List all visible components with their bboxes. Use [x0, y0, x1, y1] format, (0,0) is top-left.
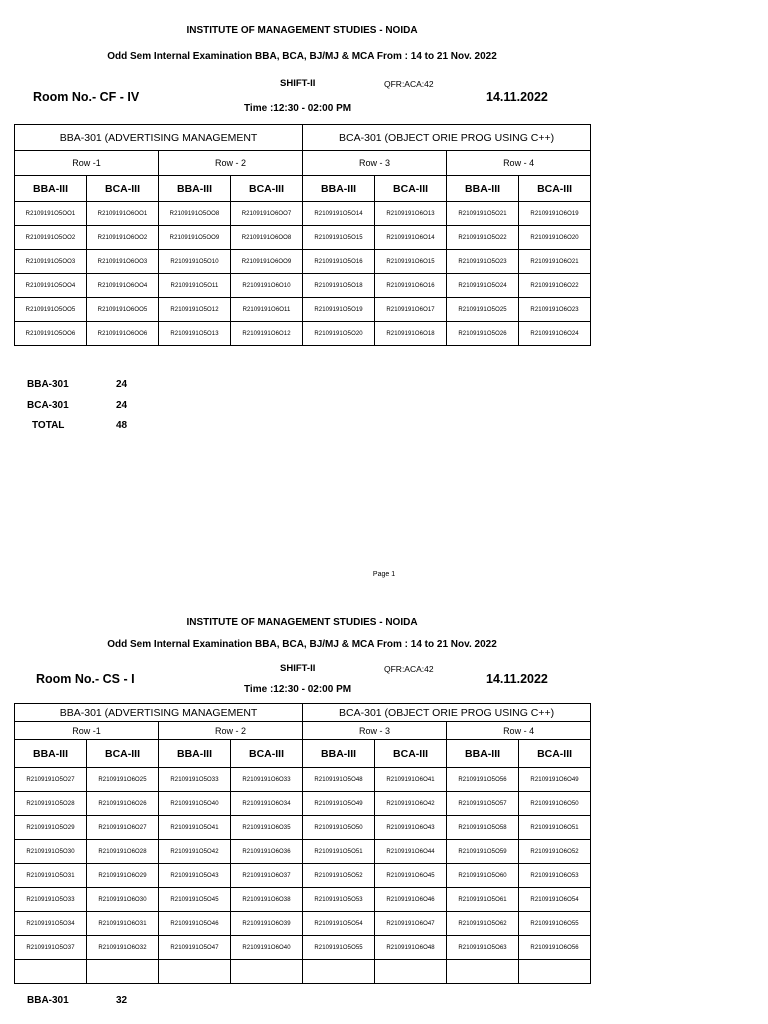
- column-header: BBA-III: [159, 176, 231, 202]
- table-row: [15, 840, 591, 864]
- roll-number-cell: R2109191O5O55: [303, 936, 375, 960]
- roll-number-cell: R2109191O6O39: [231, 912, 303, 936]
- roll-number-cell: R2109191O5OO6: [15, 322, 87, 346]
- table-row: [15, 792, 591, 816]
- column-header: BCA-III: [375, 740, 447, 768]
- roll-number-cell: R2109191O6O42: [375, 792, 447, 816]
- column-header: BBA-III: [303, 176, 375, 202]
- roll-number-cell: R2109191O6O41: [375, 768, 447, 792]
- summary-value: 32: [116, 995, 128, 1006]
- roll-number-cell: R2109191O6O52: [519, 840, 591, 864]
- roll-number-cell: [159, 960, 231, 984]
- roll-number-cell: R2109191O6O51: [519, 816, 591, 840]
- column-header: BCA-III: [231, 176, 303, 202]
- roll-number-cell: R2109191O5O34: [15, 912, 87, 936]
- page-number: Page 1: [372, 571, 396, 578]
- table-row: [15, 768, 591, 792]
- table-row: [15, 816, 591, 840]
- column-header: BCA-III: [519, 740, 591, 768]
- roll-number-cell: R2109191O5OO3: [15, 250, 87, 274]
- roll-number-cell: R2109191O6OO6: [87, 322, 159, 346]
- roll-number-cell: R2109191O5O60: [447, 864, 519, 888]
- roll-number-cell: R2109191O6OO9: [231, 250, 303, 274]
- table-row: [15, 864, 591, 888]
- room-number: Room No.- CF - IV: [33, 90, 140, 104]
- table-row: [15, 960, 591, 984]
- roll-number-cell: R2109191O5O26: [447, 322, 519, 346]
- subject-left-header: BBA-301 (ADVERTISING MANAGEMENT: [15, 704, 303, 722]
- qfr-code: QFR:ACA:42: [384, 79, 434, 89]
- roll-number-cell: R2109191O5O29: [15, 816, 87, 840]
- subject-right-header: BCA-301 (OBJECT ORIE PROG USING C++): [303, 125, 591, 151]
- roll-number-cell: R2109191O6O53: [519, 864, 591, 888]
- roll-number-cell: R2109191O5OO1: [15, 202, 87, 226]
- row-label: Row -1: [15, 151, 159, 176]
- exam-time: Time :12:30 - 02:00 PM: [244, 684, 352, 695]
- roll-number-cell: R2109191O6O14: [375, 226, 447, 250]
- roll-number-cell: R2109191O5O10: [159, 250, 231, 274]
- roll-number-cell: R2109191O6O45: [375, 864, 447, 888]
- seating-table: [14, 124, 591, 346]
- row-label: Row - 2: [159, 722, 303, 740]
- institute-title: INSTITUTE OF MANAGEMENT STUDIES - NOIDA: [186, 617, 418, 628]
- roll-number-cell: R2109191O5O14: [303, 202, 375, 226]
- roll-number-cell: R2109191O6O35: [231, 816, 303, 840]
- roll-number-cell: R2109191O5O23: [447, 250, 519, 274]
- roll-number-cell: R2109191O6O18: [375, 322, 447, 346]
- exam-title: Odd Sem Internal Examination BBA, BCA, BJ/MJ & MCA From : 14 to 21 Nov. 2022: [107, 51, 497, 62]
- roll-number-cell: R2109191O6O29: [87, 864, 159, 888]
- column-header: BBA-III: [447, 740, 519, 768]
- room-number: Room No.- CS - I: [36, 672, 135, 686]
- roll-number-cell: R2109191O6OO5: [87, 298, 159, 322]
- roll-number-cell: R2109191O6O40: [231, 936, 303, 960]
- roll-number-cell: R2109191O6O34: [231, 792, 303, 816]
- roll-number-cell: R2109191O5O57: [447, 792, 519, 816]
- roll-number-cell: R2109191O5O21: [447, 202, 519, 226]
- roll-number-cell: R2109191O5OO8: [159, 202, 231, 226]
- table-row: [15, 298, 591, 322]
- roll-number-cell: R2109191O5O59: [447, 840, 519, 864]
- roll-number-cell: R2109191O5O49: [303, 792, 375, 816]
- roll-number-cell: R2109191O5O41: [159, 816, 231, 840]
- column-header: BCA-III: [375, 176, 447, 202]
- roll-number-cell: R2109191O5O18: [303, 274, 375, 298]
- summary-label: BCA-301: [27, 400, 69, 411]
- qfr-code: QFR:ACA:42: [384, 664, 434, 674]
- roll-number-cell: R2109191O6O27: [87, 816, 159, 840]
- roll-number-cell: R2109191O6OO7: [231, 202, 303, 226]
- roll-number-cell: [87, 960, 159, 984]
- roll-number-cell: R2109191O5OO9: [159, 226, 231, 250]
- roll-number-cell: R2109191O6O25: [87, 768, 159, 792]
- roll-number-cell: R2109191O6O28: [87, 840, 159, 864]
- row-label: Row -1: [15, 722, 159, 740]
- roll-number-rows: [15, 202, 591, 346]
- column-header: BCA-III: [87, 176, 159, 202]
- roll-number-cell: R2109191O6O13: [375, 202, 447, 226]
- shift-label: SHIFT-II: [280, 663, 316, 674]
- roll-number-cell: R2109191O5O15: [303, 226, 375, 250]
- roll-number-cell: R2109191O6O21: [519, 250, 591, 274]
- roll-number-cell: R2109191O6O26: [87, 792, 159, 816]
- roll-number-cell: R2109191O5O31: [15, 864, 87, 888]
- roll-number-cell: R2109191O6O37: [231, 864, 303, 888]
- roll-number-cell: [447, 960, 519, 984]
- row-label: Row - 3: [303, 722, 447, 740]
- roll-number-cell: R2109191O6OO3: [87, 250, 159, 274]
- roll-number-cell: R2109191O5O61: [447, 888, 519, 912]
- roll-number-cell: R2109191O5O27: [15, 768, 87, 792]
- summary-value: 24: [116, 379, 128, 390]
- roll-number-cell: R2109191O5O33: [159, 768, 231, 792]
- table-row: [15, 888, 591, 912]
- roll-number-cell: R2109191O5O54: [303, 912, 375, 936]
- table-row: [15, 250, 591, 274]
- table-row: [15, 274, 591, 298]
- roll-number-cell: [375, 960, 447, 984]
- subject-right-header: BCA-301 (OBJECT ORIE PROG USING C++): [303, 704, 591, 722]
- roll-number-cell: R2109191O6O47: [375, 912, 447, 936]
- row-label: Row - 3: [303, 151, 447, 176]
- table-row: [15, 202, 591, 226]
- institute-title: INSTITUTE OF MANAGEMENT STUDIES - NOIDA: [186, 25, 418, 36]
- roll-number-cell: R2109191O5O19: [303, 298, 375, 322]
- roll-number-cell: R2109191O5O56: [447, 768, 519, 792]
- roll-number-cell: R2109191O6O17: [375, 298, 447, 322]
- roll-number-cell: R2109191O6O55: [519, 912, 591, 936]
- roll-number-cell: [15, 960, 87, 984]
- roll-number-cell: R2109191O5OO2: [15, 226, 87, 250]
- roll-number-cell: [231, 960, 303, 984]
- column-header: BCA-III: [519, 176, 591, 202]
- roll-number-cell: R2109191O5O22: [447, 226, 519, 250]
- roll-number-cell: R2109191O5O40: [159, 792, 231, 816]
- roll-number-cell: R2109191O5O46: [159, 912, 231, 936]
- roll-number-cell: R2109191O5O37: [15, 936, 87, 960]
- roll-number-cell: [519, 960, 591, 984]
- roll-number-cell: R2109191O5OO4: [15, 274, 87, 298]
- roll-number-cell: R2109191O5O11: [159, 274, 231, 298]
- roll-number-cell: R2109191O5O48: [303, 768, 375, 792]
- table-row: [15, 322, 591, 346]
- column-header: BCA-III: [231, 740, 303, 768]
- roll-number-cell: R2109191O5O25: [447, 298, 519, 322]
- roll-number-rows: [15, 768, 591, 984]
- roll-number-cell: R2109191O6O32: [87, 936, 159, 960]
- roll-number-cell: R2109191O6O16: [375, 274, 447, 298]
- roll-number-cell: R2109191O5O63: [447, 936, 519, 960]
- roll-number-cell: R2109191O6O24: [519, 322, 591, 346]
- exam-date: 14.11.2022: [486, 90, 548, 104]
- column-header: BBA-III: [15, 176, 87, 202]
- roll-number-cell: R2109191O6O38: [231, 888, 303, 912]
- roll-number-cell: R2109191O6O10: [231, 274, 303, 298]
- roll-number-cell: R2109191O6O15: [375, 250, 447, 274]
- summary-total-label: TOTAL: [32, 420, 65, 431]
- roll-number-cell: R2109191O5O52: [303, 864, 375, 888]
- roll-number-cell: R2109191O6O46: [375, 888, 447, 912]
- roll-number-cell: R2109191O6O50: [519, 792, 591, 816]
- table-row: [15, 912, 591, 936]
- column-header: BBA-III: [303, 740, 375, 768]
- row-label: Row - 4: [447, 722, 591, 740]
- roll-number-cell: R2109191O6OO1: [87, 202, 159, 226]
- roll-number-cell: R2109191O5O45: [159, 888, 231, 912]
- roll-number-cell: R2109191O5O51: [303, 840, 375, 864]
- subject-left-header: BBA-301 (ADVERTISING MANAGEMENT: [15, 125, 303, 151]
- table-row: [15, 226, 591, 250]
- roll-number-cell: R2109191O5O43: [159, 864, 231, 888]
- roll-number-cell: R2109191O5O24: [447, 274, 519, 298]
- roll-number-cell: R2109191O6O56: [519, 936, 591, 960]
- column-header: BBA-III: [15, 740, 87, 768]
- column-header: BBA-III: [159, 740, 231, 768]
- table-row: [15, 936, 591, 960]
- exam-date: 14.11.2022: [486, 672, 548, 686]
- roll-number-cell: R2109191O6O48: [375, 936, 447, 960]
- roll-number-cell: R2109191O5O53: [303, 888, 375, 912]
- summary-label: BBA-301: [27, 379, 69, 390]
- roll-number-cell: R2109191O6O49: [519, 768, 591, 792]
- roll-number-cell: R2109191O5O42: [159, 840, 231, 864]
- exam-time: Time :12:30 - 02:00 PM: [244, 103, 352, 114]
- roll-number-cell: R2109191O6O43: [375, 816, 447, 840]
- summary-total-value: 48: [116, 420, 128, 431]
- roll-number-cell: R2109191O6O22: [519, 274, 591, 298]
- roll-number-cell: R2109191O6O31: [87, 912, 159, 936]
- roll-number-cell: R2109191O6O23: [519, 298, 591, 322]
- roll-number-cell: R2109191O6OO4: [87, 274, 159, 298]
- roll-number-cell: R2109191O5O50: [303, 816, 375, 840]
- shift-label: SHIFT-II: [280, 78, 316, 89]
- roll-number-cell: R2109191O5O28: [15, 792, 87, 816]
- summary-label: BBA-301: [27, 995, 69, 1006]
- roll-number-cell: R2109191O5O58: [447, 816, 519, 840]
- roll-number-cell: R2109191O6O19: [519, 202, 591, 226]
- roll-number-cell: R2109191O5O16: [303, 250, 375, 274]
- roll-number-cell: R2109191O6O36: [231, 840, 303, 864]
- row-label: Row - 2: [159, 151, 303, 176]
- roll-number-cell: R2109191O5O30: [15, 840, 87, 864]
- roll-number-cell: R2109191O6O33: [231, 768, 303, 792]
- column-header: BBA-III: [447, 176, 519, 202]
- roll-number-cell: R2109191O5O13: [159, 322, 231, 346]
- roll-number-cell: R2109191O6O44: [375, 840, 447, 864]
- roll-number-cell: R2109191O6O12: [231, 322, 303, 346]
- roll-number-cell: R2109191O5O20: [303, 322, 375, 346]
- row-label: Row - 4: [447, 151, 591, 176]
- roll-number-cell: R2109191O5O33: [15, 888, 87, 912]
- seating-table: [14, 703, 591, 984]
- exam-title: Odd Sem Internal Examination BBA, BCA, BJ/MJ & MCA From : 14 to 21 Nov. 2022: [107, 639, 497, 650]
- roll-number-cell: R2109191O6O54: [519, 888, 591, 912]
- roll-number-cell: R2109191O6O30: [87, 888, 159, 912]
- summary-value: 24: [116, 400, 128, 411]
- roll-number-cell: R2109191O5O62: [447, 912, 519, 936]
- roll-number-cell: R2109191O6O20: [519, 226, 591, 250]
- roll-number-cell: [303, 960, 375, 984]
- roll-number-cell: R2109191O5OO5: [15, 298, 87, 322]
- roll-number-cell: R2109191O6OO2: [87, 226, 159, 250]
- roll-number-cell: R2109191O6OO8: [231, 226, 303, 250]
- roll-number-cell: R2109191O6O11: [231, 298, 303, 322]
- column-header: BCA-III: [87, 740, 159, 768]
- roll-number-cell: R2109191O5O12: [159, 298, 231, 322]
- roll-number-cell: R2109191O5O47: [159, 936, 231, 960]
